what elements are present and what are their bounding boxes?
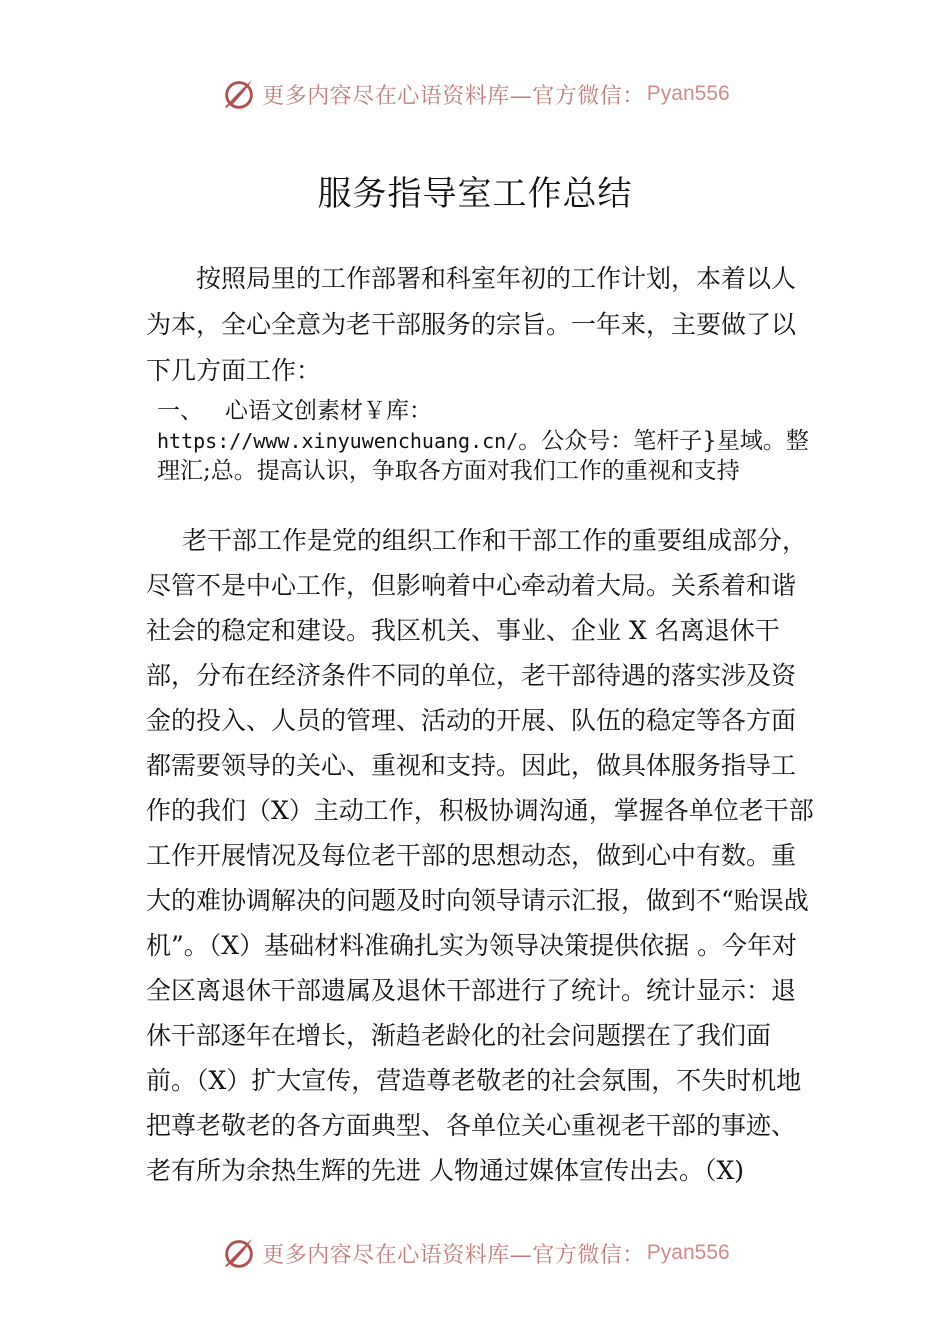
- section-rest: 。公众号：笔杆子}星域。整理汇;总。提高认识，争取各方面对我们工作的重视和支持: [157, 428, 809, 484]
- banner-text: 更多内容尽在心语资料库—官方微信：: [262, 83, 645, 109]
- banner-text: 更多内容尽在心语资料库—官方微信：: [262, 1242, 645, 1268]
- section-url: https://www.xinyuwenchuang.cn/: [157, 429, 519, 453]
- intro-paragraph: 按照局里的工作部署和科室年初的工作计划，本着以人为本，全心全意为老干部服务的宗旨。一年来，主要做了以下几方面工作：: [146, 264, 797, 385]
- body-paragraph: 老干部工作是党的组织工作和干部工作的重要组成部分，尽管不是中心工作，但影响着中心牵动着大局。关系着和谐社会的稳定和建设。我区机关、事业、企业 X 名离退休干部，分布在经济条件不同的单位，老干部待遇的落实涉及资金的投入、人员的管理、活动的开展、队伍的稳定等各方面都需要领导的关心、重视和支持。因此，做具体服务指导工作的我们（X）主动工作，积极协调沟通，掌握各单位老干部工作开展情况及每位老干部的思想动态，做到心中有数。重大的难协调解决的问题及时向领导请示汇报，做到不“贻误战机”。（X）基础材料准确扎实为领导决策提供依据 。今年对全区离退休干部遗属及退休干部进行了统计。统计显示：退休干部逐年在增长，渐趋老龄化的社会问题摆在了我们面前。（X）扩大宣传，营造尊老敬老的社会氛围，不失时机地把尊老敬老的各方面典型、各单位关心重视老干部的事迹、老有所为余热生辉的先进 人物通过媒体宣传出去。（X): [146, 526, 814, 1185]
- header-banner: [0, 72, 950, 116]
- document-title: 服务指导室工作总结: [317, 174, 633, 214]
- section-marker: 一、: [157, 398, 203, 424]
- banner-wechat-handle: Pyan556: [646, 1241, 730, 1264]
- feather-logo-icon: [220, 75, 258, 113]
- section-prefix: 心语文创素材￥库：: [224, 398, 432, 424]
- banner-wechat-handle: Pyan556: [646, 82, 730, 105]
- section-heading-1: [157, 396, 827, 486]
- feather-logo-icon: [220, 1234, 258, 1272]
- footer-banner: [0, 1231, 950, 1275]
